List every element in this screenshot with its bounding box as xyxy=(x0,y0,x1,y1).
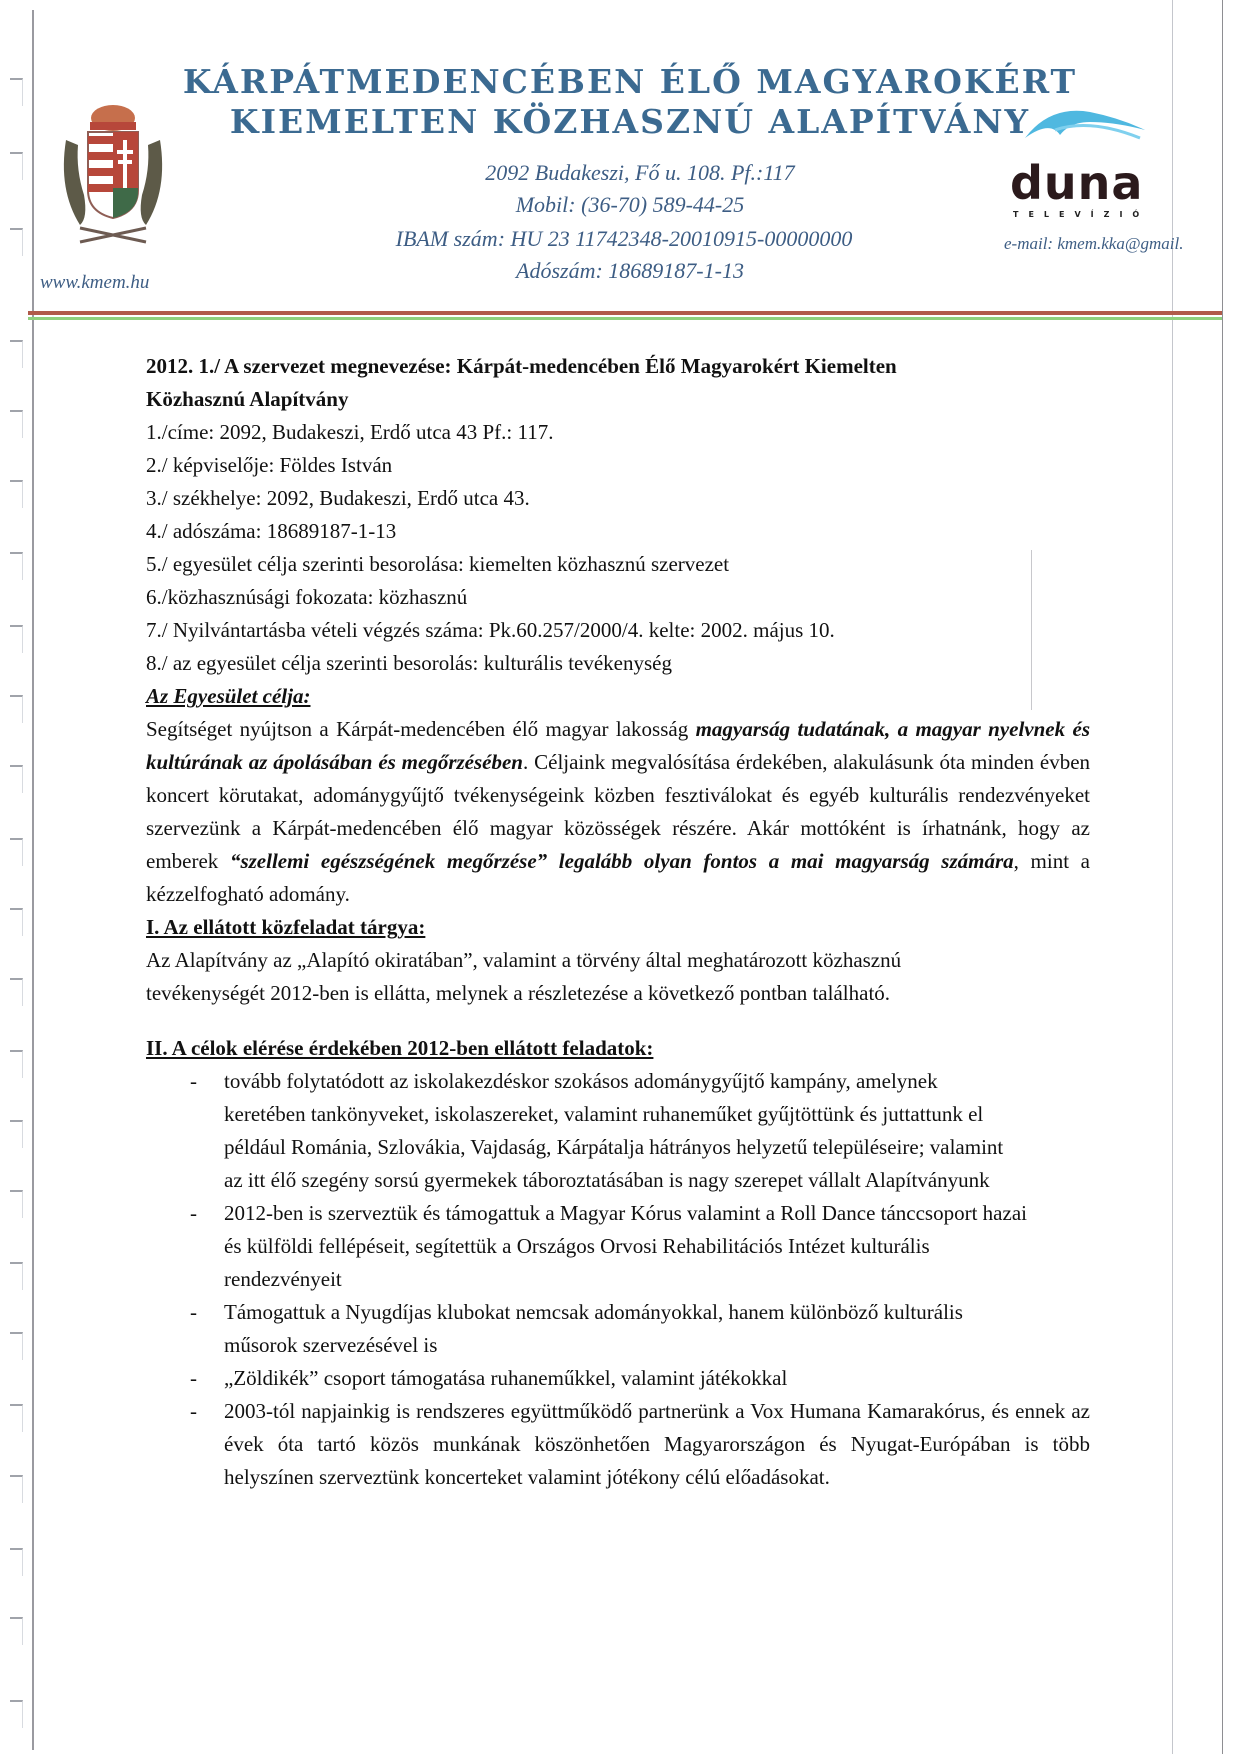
punch-mark xyxy=(10,410,23,438)
scan-edge-left xyxy=(32,10,34,1750)
punch-mark xyxy=(10,978,23,1006)
org-address: 2092 Budakeszi, Fő u. 108. Pf.:117 xyxy=(485,160,795,185)
spacer xyxy=(146,1010,1094,1032)
goal-heading: Az Egyesület célja: xyxy=(146,684,311,708)
list-item-text: „Zöldikék” csoport támogatása ruhaneműkkel, valamint játékokkal xyxy=(224,1366,788,1390)
punch-mark xyxy=(10,1262,23,1290)
punch-mark xyxy=(10,552,23,580)
tasks-list xyxy=(146,1065,1094,1494)
email-link[interactable]: e-mail: kmem.kka@gmail. xyxy=(1004,234,1184,253)
goal-paragraph xyxy=(146,713,1090,911)
field-activity: 8./ az egyesület célja szerinti besorolás: kulturális tevékenység xyxy=(146,651,672,675)
header-rule-red xyxy=(28,311,1222,315)
punch-mark xyxy=(10,838,23,866)
goal-text-1: Segítséget nyújtson a Kárpát-medencében élő magyar lakosság xyxy=(146,717,696,741)
punch-mark xyxy=(10,1120,23,1148)
field-seat: 3./ székhelye: 2092, Budakeszi, Erdő utca 43. xyxy=(146,486,530,510)
goal-emphasis-2: “szellemi egészségének megőrzése” legalább olyan fontos a mai magyarság számára xyxy=(229,849,1014,873)
punch-mark xyxy=(10,1190,23,1218)
org-tax-number: Adószám: 18689187-1-13 xyxy=(516,258,744,283)
section1-text-line2: tevékenységét 2012-ben is ellátta, melynek a részletezése a következő pontban található. xyxy=(146,981,891,1005)
list-item xyxy=(146,1197,1044,1296)
punch-mark xyxy=(10,625,23,653)
field-address: 1./címe: 2092, Budakeszi, Erdő utca 43 Pf.: 117. xyxy=(146,420,554,444)
section2-heading: II. A célok elérése érdekében 2012-ben ellátott feladatok: xyxy=(146,1036,654,1060)
bullet-dash: - xyxy=(190,1069,197,1093)
field-registration: 7./ Nyilvántartásba vételi végzés száma: Pk.60.257/2000/4. kelte: 2002. május 10. xyxy=(146,618,835,642)
section1-text-line1: Az Alapítvány az „Alapító okiratában”, valamint a törvény által meghatározott közhasznú xyxy=(146,948,902,972)
punch-mark xyxy=(10,1617,23,1645)
punch-mark xyxy=(10,1700,23,1728)
list-item-text: 2003-tól napjainkig is rendszeres együttműködő partnerünk a Vox Humana Kamarakórus, és ennek az évek óta tartó közös munkának köszönhetően Magyarországon és Nyugat-Európában is több helyszínen szerveztünk koncerteket valamint jótékony célú előadásokat. xyxy=(224,1399,1090,1489)
punch-mark xyxy=(10,1050,23,1078)
duna-wave-logo-icon xyxy=(1020,100,1150,150)
document-body xyxy=(146,350,1094,1494)
org-title-line1: KÁRPÁTMEDENCÉBEN ÉLŐ MAGYAROKÉRT xyxy=(182,62,1078,101)
punch-mark xyxy=(10,1475,23,1503)
duna-logo-word: duna xyxy=(1010,156,1144,210)
list-item-text: Támogattuk a Nyugdíjas klubokat nemcsak adományokkal, hanem különböző kulturális műsorok szervezésével is xyxy=(224,1300,963,1357)
bullet-dash: - xyxy=(190,1300,197,1324)
bullet-dash: - xyxy=(190,1366,197,1390)
bullet-dash: - xyxy=(190,1399,197,1423)
org-mobile: Mobil: (36-70) 589-44-25 xyxy=(515,192,745,217)
duna-logo-subtitle: TELEVÍZIÓ xyxy=(1013,210,1150,219)
punch-mark xyxy=(10,78,23,106)
goal-text-2: . Céljaink megvalósítása érdekében, alakulásunk óta minden évben koncert körutakat, adománygyűjtő tvékenységeink közben fesztiválokat és egyéb kulturális rendezvényeket szervezünk a Kárpát-medencében élő magyar közösségek részére. Akár mottóként is írhatnánk, hogy az emberek xyxy=(146,750,1091,873)
duna-logo-wordmark xyxy=(1010,156,1144,210)
list-item-text: tovább folytatódott az iskolakezdéskor szokásos adománygyűjtő kampány, amelynek keretében tankönyveket, iskolaszereket, valamint ruhaneműket gyűjtöttünk és juttattunk el például Románia, Szlovákia, Vajdaság, Kárpátalja hátrányos helyzetű településeire; valamint az itt élő szegény sorsú gyermekek táboroztatásában is nagy szerepet vállalt Alapítványunk xyxy=(224,1069,1004,1192)
header-rule-green xyxy=(28,317,1222,320)
document-title-line2: Közhasznú Alapítvány xyxy=(146,387,349,411)
list-item-text: 2012-ben is szerveztük és támogattuk a Magyar Kórus valamint a Roll Dance tánccsoport hazai és külföldi fellépéseit, segítettük a Országos Orvosi Rehabilitációs Intézet kulturális rendezvényeit xyxy=(224,1201,1027,1291)
field-representative: 2./ képviselője: Földes István xyxy=(146,453,393,477)
goal-emphasis-1: magyarság tudatának, a magyar nyelvnek és kultúrának az ápolásában és megőrzésében xyxy=(146,717,1090,774)
field-classification: 5./ egyesület célja szerinti besorolása: kiemelten közhasznú szervezet xyxy=(146,552,730,576)
org-title-line2: KIEMELTEN KÖZHASZNÚ ALAPÍTVÁNY xyxy=(229,102,1031,141)
punch-mark xyxy=(10,1332,23,1360)
punch-mark xyxy=(10,480,23,508)
punch-mark xyxy=(10,765,23,793)
punch-mark xyxy=(10,340,23,368)
punch-mark xyxy=(10,1548,23,1576)
list-item xyxy=(146,1395,1090,1494)
document-title-line1: 2012. 1./ A szervezet megnevezése: Kárpát-medencében Élő Magyarokért Kiemelten xyxy=(146,354,897,378)
punch-mark xyxy=(10,695,23,723)
field-tax-number: 4./ adószáma: 18689187-1-13 xyxy=(146,519,397,543)
punch-mark xyxy=(10,908,23,936)
list-item xyxy=(146,1296,984,1362)
field-public-benefit-level: 6./közhasznúsági fokozata: közhasznú xyxy=(146,585,468,609)
punch-mark xyxy=(10,152,23,180)
list-item xyxy=(146,1065,1024,1197)
goal-text-3: , mint a kézzelfogható adomány. xyxy=(146,849,1091,906)
section1-heading: I. Az ellátott közfeladat tárgya: xyxy=(146,915,426,939)
punch-mark xyxy=(10,1404,23,1432)
website-link[interactable]: www.kmem.hu xyxy=(40,272,150,293)
bullet-dash: - xyxy=(190,1201,197,1225)
list-item xyxy=(146,1362,1044,1395)
org-iban: IBAM szám: HU 23 11742348-20010915-00000000 xyxy=(395,226,853,251)
punch-mark xyxy=(10,228,23,256)
scan-edge-right-outer xyxy=(1222,0,1223,1754)
